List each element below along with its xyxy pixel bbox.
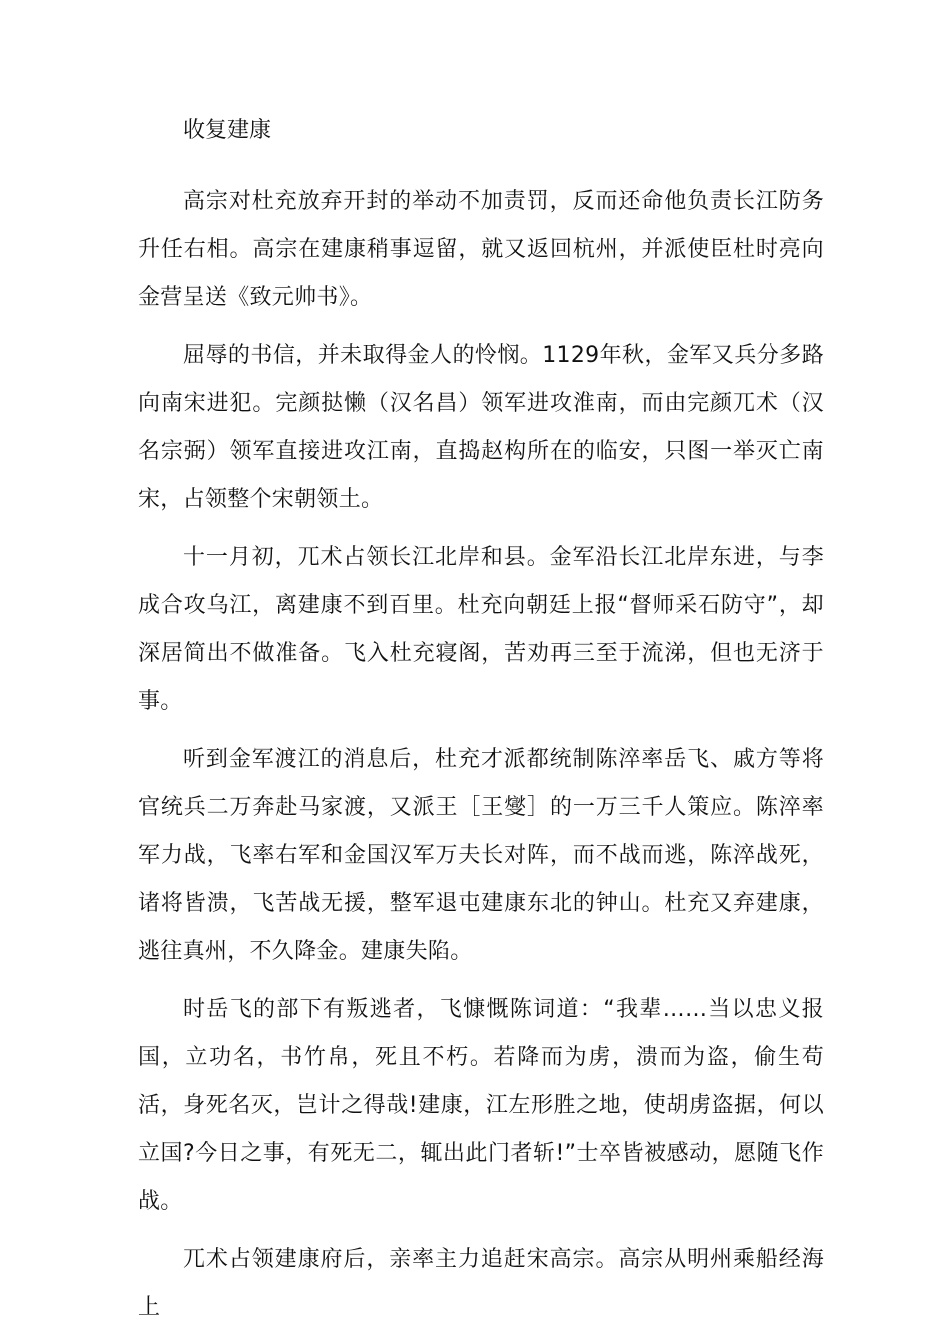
paragraph: 十一月初，兀术占领长江北岸和县。金军沿长江北岸东进，与李成合攻乌江，离建康不到百里。杜充向朝廷上报“督师采石防守”，却深居简出不做准备。飞入杜充寝阁，苦劝再三至于流涕，但也无济于事。: [138, 545, 824, 714]
paragraph: 听到金军渡江的消息后，杜充才派都统制陈淬率岳飞、戚方等将官统兵二万奔赴马家渡，又派王［王燮］的一万三千人策应。陈淬率军力战，飞率右军和金国汉军万夫长对阵，而不战而逃，陈淬战死，诸将皆溃，飞苦战无援，整军退屯建康东北的钟山。杜充又弃建康，逃往真州，不久降金。建康失陷。: [138, 747, 824, 964]
paragraph: 高宗对杜充放弃开封的举动不加责罚，反而还命他负责长江防务升任右相。高宗在建康稍事逗留，就又返回杭州，并派使臣杜时亮向金营呈送《致元帅书》。: [138, 189, 824, 310]
paragraph: 时岳飞的部下有叛逃者，飞慷慨陈词道：“我辈……当以忠义报国，立功名，书竹帛，死且不朽。若降而为虏，溃而为盗，偷生苟活，身死名灭，岂计之得哉!建康，江左形胜之地，使胡虏盗据，何以立国?今日之事，有死无二，辄出此门者斩!”士卒皆被感动，愿随飞作战。: [138, 997, 824, 1214]
page-title: 收复建康: [183, 118, 272, 143]
paragraph: 兀术占领建康府后，亲率主力追赶宋高宗。高宗从明州乘船经海上: [138, 1247, 824, 1320]
paragraph: 屈辱的书信，并未取得金人的怜悯。1129年秋，金军又兵分多路向南宋进犯。完颜挞懒（汉名昌）领军进攻淮南，而由完颜兀术（汉名宗弼）领军直接进攻江南，直捣赵构所在的临安，只图一举灭亡南宋，占领整个宋朝领土。: [138, 343, 824, 512]
body-text: [138, 178, 824, 1342]
